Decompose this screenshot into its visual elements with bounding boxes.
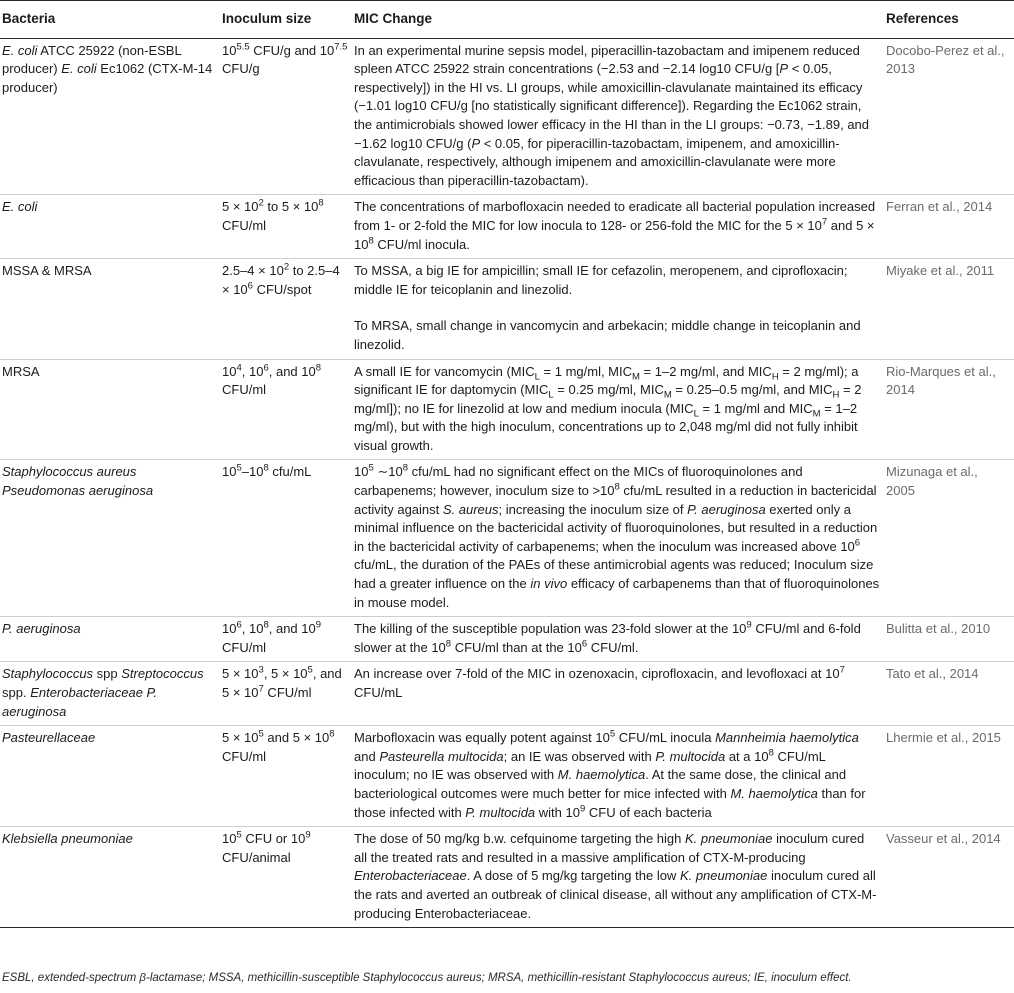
cell-mic-change bbox=[354, 195, 886, 259]
cell-mic-change bbox=[354, 662, 886, 726]
table-row bbox=[0, 195, 1014, 259]
mic-change-paragraph: An increase over 7-fold of the MIC in ozenoxacin, ciprofloxacin, and levofloxaci at $10^7$ CFU/mL bbox=[354, 665, 845, 700]
cell-bacteria: Staphylococcus aureus Pseudomonas aeruginosa bbox=[0, 460, 222, 617]
mic-change-paragraph: Marbofloxacin was equally potent against $10^5$ CFU/mL inocula Mannheimia haemolytica and Pasteurella multocida; an IE was observed with P. multocida at a $10^8$ CFU/mL inoculum; no IE was observed with M. haemolytica. At the same dose, the clinical and bacteriological outcomes were much better for mice infected with M. haemolytica than for those infected with P. multocida with $10^9$ CFU of each bacteria bbox=[354, 728, 866, 820]
cell-mic-change bbox=[354, 827, 886, 928]
cell-reference: Rio-Marques et al., 2014 bbox=[886, 359, 1014, 460]
cell-reference: Bulitta et al., 2010 bbox=[886, 617, 1014, 662]
table-row bbox=[0, 460, 1014, 617]
header-inoculum-size: Inoculum size bbox=[222, 1, 354, 39]
cell-inoculum-size: $10^{5.5}$ CFU/g and $10^{7.5}$ CFU/g bbox=[222, 38, 354, 195]
cell-reference: Vasseur et al., 2014 bbox=[886, 827, 1014, 928]
mic-change-paragraph: To MRSA, small change in vancomycin and arbekacin; middle change in teicoplanin and linezolid. bbox=[354, 318, 861, 352]
header-bacteria: Bacteria bbox=[0, 1, 222, 39]
mic-change-paragraph: The dose of 50 mg/kg b.w. cefquinome targeting the high K. pneumoniae inoculum cured all the treated rats and resulted in a massive amplification of CTX-M-producing Enterobacteriaceae. A dose of 5 mg/kg targeting the low K. pneumoniae inoculum cured all the rats and averted an outbreak of clinical disease, all without any amplification of CTX-M-producing Enterobacteriaceae. bbox=[354, 831, 877, 921]
table-row bbox=[0, 259, 1014, 359]
mic-change-paragraph: A small IE for vancomycin ($MIC_L = 1$ mg/ml, $MIC_M = 1-2$ mg/ml, and $MIC_H = 2$ mg/ml); a significant IE for daptomycin ($MIC_L = 0.25$ mg/ml, $MIC_M = 0.25-0.5$ mg/ml, and $MIC_H = 2$ mg/ml]); no IE for linezolid at low and medium inocula ($MIC_L = 1$ mg/ml and $MIC_M = 1-2$ mg/ml), but with the high inoculum, concentrations up to 2,048 mg/ml did not fully inhibit visual growth. bbox=[354, 363, 862, 453]
mic-change-paragraph: To MSSA, a big IE for ampicillin; small IE for cefazolin, meropenem, and ciprofloxacin; middle IE for teicoplanin and linezolid. bbox=[354, 263, 848, 297]
cell-reference: Ferran et al., 2014 bbox=[886, 195, 1014, 259]
cell-bacteria: Staphylococcus spp Streptococcus spp. Enterobacteriaceae P. aeruginosa bbox=[0, 662, 222, 726]
cell-inoculum-size: $5 \times 10^3$, $5 \times 10^5$, and $5 \times 10^7$ CFU/ml bbox=[222, 662, 354, 726]
cell-bacteria: Klebsiella pneumoniae bbox=[0, 827, 222, 928]
table-body bbox=[0, 38, 1014, 928]
cell-reference: Mizunaga et al., 2005 bbox=[886, 460, 1014, 617]
cell-inoculum-size: $5 \times 10^2$ to $5 \times 10^8$ CFU/ml bbox=[222, 195, 354, 259]
cell-reference: Miyake et al., 2011 bbox=[886, 259, 1014, 359]
mic-change-paragraph: In an experimental murine sepsis model, piperacillin-tazobactam and imipenem reduced spleen ATCC 25922 strain concentrations (−2.53 and −2.14 log10 CFU/g [P < 0.05, respectively]) in the HI vs. LI groups, while amoxicillin-clavulanate maintained its efficacy (−1.01 log10 CFU/g [no statistically significant difference]). Regarding the Ec1062 strain, the antimicrobials showed lower efficacy in the HI than in the LI groups: −0.73, −1.89, and −1.62 log10 CFU/g (P < 0.05, for piperacillin-tazobactam, imipenem, and amoxicillin-clavulanate, respectively, although imipenem and amoxicillin-clavulanate were more efficacious than piperacillin-tazobactam). bbox=[354, 42, 870, 188]
mic-change-paragraph: $10^5$ $\sim 10^8$ cfu/mL had no significant effect on the MICs of fluoroquinolones and carbapenems; however, inoculum size to $>10^8$ cfu/mL resulted in a reduction in bactericidal activity against S. aureus; increasing the inoculum size of P. aeruginosa exerted only a minimal influence on the bactericidal activity of fluoroquinolones, but resulted in a reduction in the bactericidal activity of carbapenems; when the inoculum was increased above $10^6$ cfu/mL, the duration of the PAEs of these antimicrobial agents was reduced; Inoculum size had a greater influence on the in vivo efficacy of carbapenems than that of fluoroquinolones in mouse model. bbox=[354, 463, 880, 610]
table-row bbox=[0, 726, 1014, 827]
cell-inoculum-size: $2.5-4 \times 10^2$ to $2.5-4 \times 10^6$ CFU/spot bbox=[222, 259, 354, 359]
header-mic-change: MIC Change bbox=[354, 1, 886, 39]
cell-mic-change bbox=[354, 460, 886, 617]
table-header bbox=[0, 1, 1014, 39]
table-row bbox=[0, 38, 1014, 195]
cell-bacteria: Pasteurellaceae bbox=[0, 726, 222, 827]
cell-bacteria: P. aeruginosa bbox=[0, 617, 222, 662]
cell-bacteria: MRSA bbox=[0, 359, 222, 460]
cell-mic-change bbox=[354, 359, 886, 460]
cell-inoculum-size: $5 \times 10^5$ and $5 \times 10^8$ CFU/ml bbox=[222, 726, 354, 827]
table-row bbox=[0, 662, 1014, 726]
cell-inoculum-size: $10^4$, $10^6$, and $10^8$ CFU/ml bbox=[222, 359, 354, 460]
table-row bbox=[0, 617, 1014, 662]
mic-change-paragraph: The killing of the susceptible population was 23-fold slower at the $10^9$ CFU/ml and 6-fold slower at the $10^8$ CFU/ml than at the $10^6$ CFU/ml. bbox=[354, 619, 861, 655]
cell-mic-change bbox=[354, 38, 886, 195]
table-row bbox=[0, 359, 1014, 460]
mic-change-paragraph: The concentrations of marbofloxacin needed to eradicate all bacterial population increased from 1- or 2-fold the MIC for low inocula to 128- or 256-fold the MIC for the $5 \times 10^7$ and $5 \times 10^8$ CFU/ml inocula. bbox=[354, 199, 876, 252]
header-references: References bbox=[886, 1, 1014, 39]
cell-mic-change bbox=[354, 726, 886, 827]
cell-bacteria: E. coli bbox=[0, 195, 222, 259]
cell-bacteria: MSSA & MRSA bbox=[0, 259, 222, 359]
header-row bbox=[0, 1, 1014, 39]
cell-inoculum-size: $10^6$, $10^8$, and $10^9$ CFU/ml bbox=[222, 617, 354, 662]
table-row bbox=[0, 827, 1014, 928]
cell-inoculum-size: $10^5$ CFU or $10^9$ CFU/animal bbox=[222, 827, 354, 928]
cell-mic-change bbox=[354, 259, 886, 359]
cell-reference: Lhermie et al., 2015 bbox=[886, 726, 1014, 827]
cell-bacteria: E. coli ATCC 25922 (non-ESBL producer) E. coli Ec1062 (CTX-M-14 producer) bbox=[0, 38, 222, 195]
cell-reference: Docobo-Perez et al., 2013 bbox=[886, 38, 1014, 195]
cell-reference: Tato et al., 2014 bbox=[886, 662, 1014, 726]
cell-mic-change bbox=[354, 617, 886, 662]
cell-inoculum-size: $10^5-10^8$ cfu/mL bbox=[222, 460, 354, 617]
table-footnote: ESBL, extended-spectrum β-lactamase; MSSA, methicillin-susceptible Staphylococcus aureus; MRSA, methicillin-resistant Staphylococcus aureus; IE, inoculum effect. bbox=[2, 972, 852, 984]
